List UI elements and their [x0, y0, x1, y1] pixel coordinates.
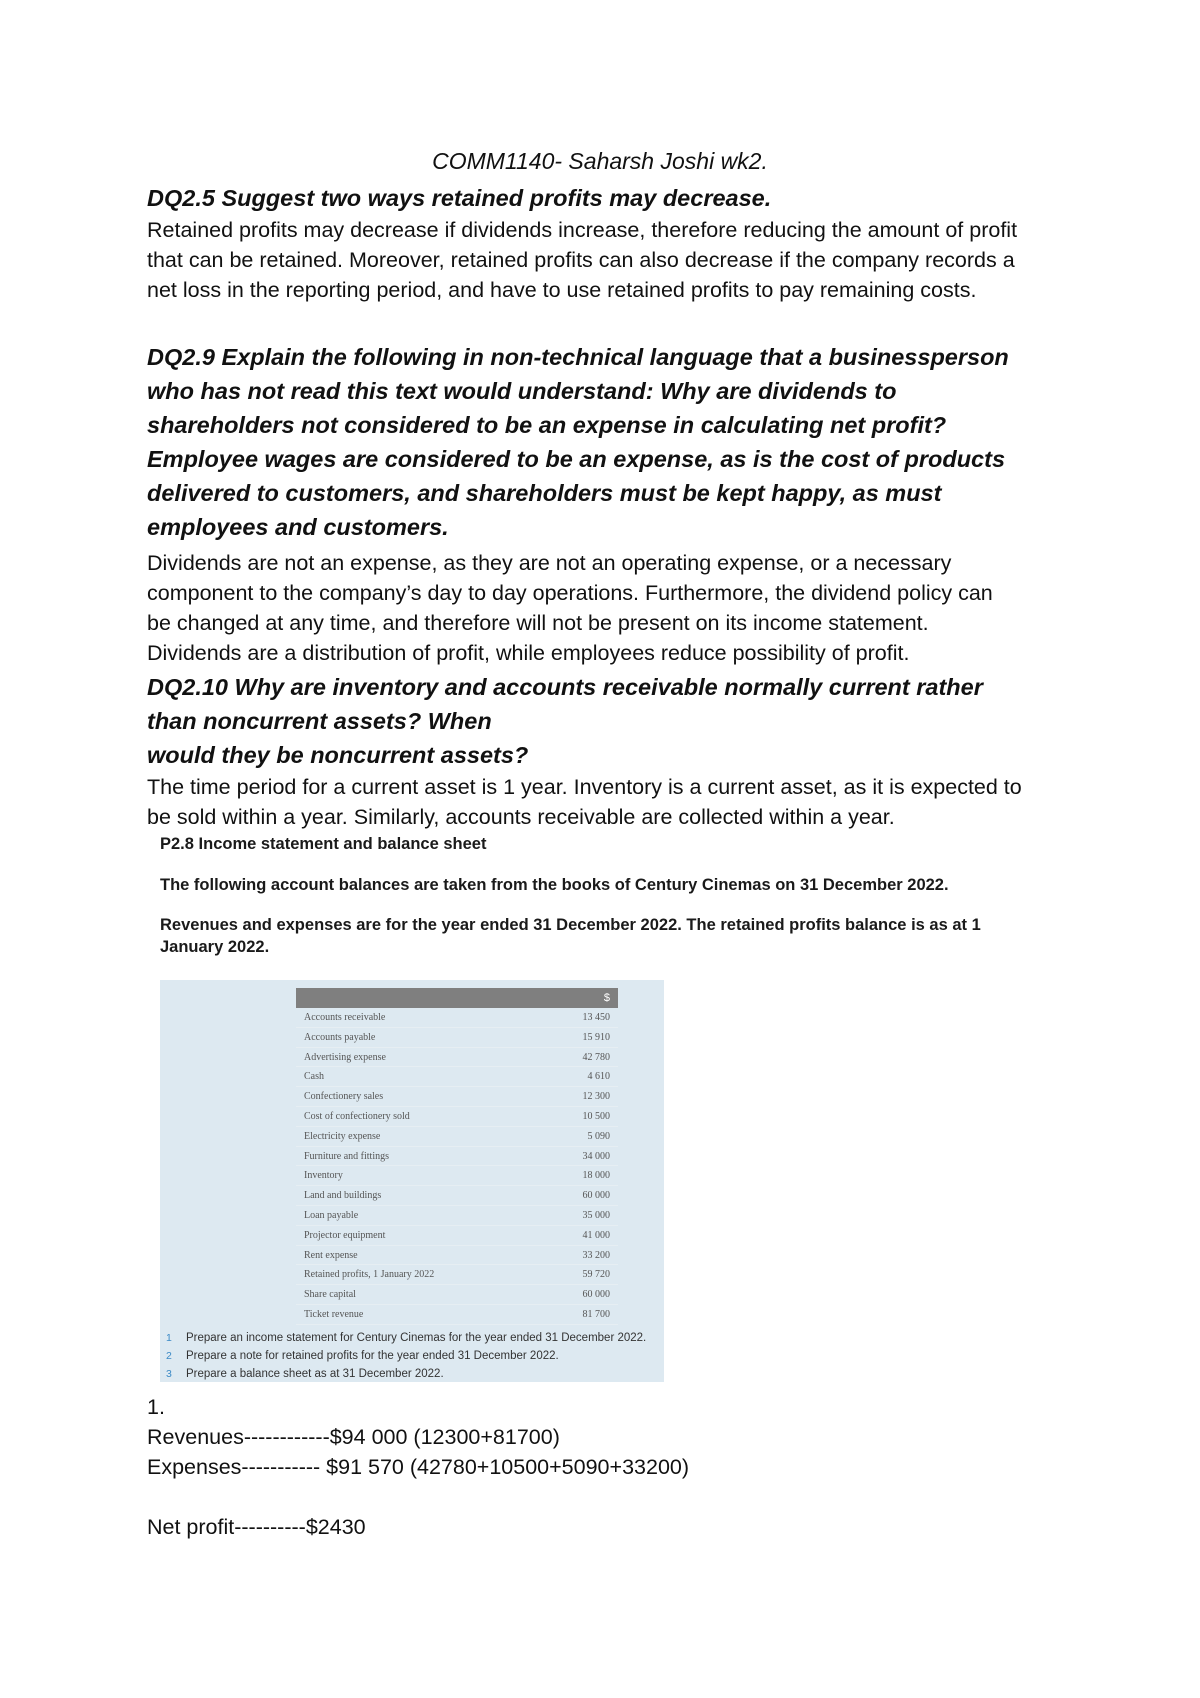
account-label: Projector equipment	[304, 1229, 386, 1241]
account-balances-table	[296, 988, 618, 1325]
p28-period-note	[160, 914, 1080, 958]
dq29-answer-line: Dividends are a distribution of profit, while employees reduce possibility of profit.	[147, 641, 910, 665]
dq210-answer-line: The time period for a current asset is 1 year. Inventory is a current asset, as it is expected to	[147, 775, 1022, 799]
dq210-heading-line: DQ2.10 Why are inventory and accounts receivable normally current rather	[147, 674, 983, 700]
dq29-heading-line: DQ2.9 Explain the following in non-technical language that a businessperson	[147, 344, 1009, 370]
task-item	[166, 1347, 662, 1365]
table-row	[296, 1127, 618, 1147]
dq29-heading-line: delivered to customers, and shareholders must be kept happy, as must	[147, 480, 942, 506]
account-amount: 59 720	[582, 1269, 610, 1281]
expenses-line: Expenses----------- $91 570 (42780+10500+5090+33200)	[147, 1455, 690, 1479]
dq29-answer-line: be changed at any time, and therefore will not be present on its income statement.	[147, 611, 929, 635]
table-row	[296, 1048, 618, 1068]
account-amount: 35 000	[582, 1209, 610, 1221]
account-label: Land and buildings	[304, 1190, 382, 1202]
dq210-heading-line: would they be noncurrent assets?	[147, 742, 529, 768]
account-label: Inventory	[304, 1170, 343, 1182]
dq25-answer-line: net loss in the reporting period, and have to use retained profits to pay remaining costs.	[147, 278, 977, 302]
revenues-line: Revenues------------$94 000 (12300+81700)	[147, 1425, 560, 1449]
account-label: Furniture and fittings	[304, 1150, 389, 1162]
dq210-answer-line: be sold within a year. Similarly, accounts receivable are collected within a year.	[147, 805, 895, 829]
dq29-answer	[147, 548, 1077, 668]
account-label: Cost of confectionery sold	[304, 1110, 410, 1122]
account-label: Ticket revenue	[304, 1308, 364, 1320]
dq25-heading: DQ2.5 Suggest two ways retained profits may decrease.	[147, 185, 772, 211]
p28-period-line: January 2022.	[160, 938, 270, 956]
task-number: 1	[166, 1332, 172, 1344]
dq29-heading	[147, 340, 1077, 544]
table-row	[296, 1226, 618, 1246]
account-amount: 12 300	[582, 1091, 610, 1103]
task-number: 2	[166, 1350, 172, 1362]
dq29-heading-line: shareholders not considered to be an expense in calculating net profit?	[147, 412, 947, 438]
answer-number: 1.	[147, 1395, 165, 1419]
account-amount: 15 910	[582, 1031, 610, 1043]
dq25-answer-line: Retained profits may decrease if dividends increase, therefore reducing the amount of profit	[147, 218, 1018, 242]
account-amount: 4 610	[587, 1071, 610, 1083]
account-amount: 18 000	[582, 1170, 610, 1182]
account-amount: 5 090	[587, 1130, 610, 1142]
account-amount: 33 200	[582, 1249, 610, 1261]
task-text: Prepare an income statement for Century Cinemas for the year ended 31 December 2022.	[186, 1332, 647, 1344]
account-label: Electricity expense	[304, 1130, 381, 1142]
table-row	[296, 1067, 618, 1087]
dq25-answer-line: that can be retained. Moreover, retained profits can also decrease if the company records a	[147, 248, 1015, 272]
dq29-heading-line: employees and customers.	[147, 514, 449, 540]
table-row	[296, 1246, 618, 1266]
account-label: Loan payable	[304, 1209, 359, 1221]
task-item	[166, 1329, 662, 1347]
account-amount: 34 000	[582, 1150, 610, 1162]
task-list	[166, 1329, 662, 1383]
account-amount: 81 700	[582, 1308, 610, 1320]
table-body	[296, 1008, 618, 1325]
p28-title: P2.8 Income statement and balance sheet	[160, 835, 487, 853]
account-label: Accounts payable	[304, 1031, 376, 1043]
dq29-answer-line: component to the company’s day to day operations. Furthermore, the dividend policy can	[147, 581, 993, 605]
account-label: Rent expense	[304, 1249, 358, 1261]
table-row	[296, 1206, 618, 1226]
account-label: Share capital	[304, 1289, 356, 1301]
net-profit-line: Net profit----------$2430	[147, 1515, 366, 1539]
table-header: $	[296, 988, 618, 1008]
dq210-answer	[147, 772, 1077, 832]
account-amount: 13 450	[582, 1012, 610, 1023]
p28-period-line: Revenues and expenses are for the year ended 31 December 2022. The retained profits balance is as at 1	[160, 916, 981, 934]
table-row	[296, 1285, 618, 1305]
task-text: Prepare a balance sheet as at 31 December 2022.	[186, 1368, 444, 1380]
table-row	[296, 1147, 618, 1167]
account-label: Advertising expense	[304, 1051, 386, 1063]
document-title: COMM1140- Saharsh Joshi wk2.	[432, 148, 768, 174]
p28-intro: The following account balances are taken from the books of Century Cinemas on 31 December 2022.	[160, 876, 949, 894]
account-amount: 10 500	[582, 1110, 610, 1122]
task-text: Prepare a note for retained profits for the year ended 31 December 2022.	[186, 1350, 559, 1362]
dq25-answer	[147, 215, 1077, 305]
table-row	[296, 1186, 618, 1206]
account-amount: 41 000	[582, 1229, 610, 1241]
account-amount: 42 780	[582, 1051, 610, 1063]
table-row	[296, 1305, 618, 1325]
account-label: Confectionery sales	[304, 1091, 384, 1103]
account-balances-figure	[160, 980, 664, 1382]
account-amount: 60 000	[582, 1190, 610, 1202]
table-row	[296, 1008, 618, 1028]
task-item	[166, 1365, 662, 1383]
dq210-heading	[147, 670, 1077, 772]
dq29-heading-line: who has not read this text would understand: Why are dividends to	[147, 378, 897, 404]
dq29-heading-line: Employee wages are considered to be an expense, as is the cost of products	[147, 446, 1006, 472]
table-row	[296, 1107, 618, 1127]
account-label: Accounts receivable	[304, 1012, 386, 1023]
account-amount: 60 000	[582, 1289, 610, 1301]
dq29-answer-line: Dividends are not an expense, as they are not an operating expense, or a necessary	[147, 551, 952, 575]
table-row	[296, 1087, 618, 1107]
table-row	[296, 1166, 618, 1186]
task-number: 3	[166, 1368, 172, 1380]
table-row	[296, 1028, 618, 1048]
account-label: Cash	[304, 1071, 324, 1083]
dq210-heading-line: than noncurrent assets? When	[147, 708, 492, 734]
account-label: Retained profits, 1 January 2022	[304, 1269, 435, 1281]
table-row	[296, 1265, 618, 1285]
